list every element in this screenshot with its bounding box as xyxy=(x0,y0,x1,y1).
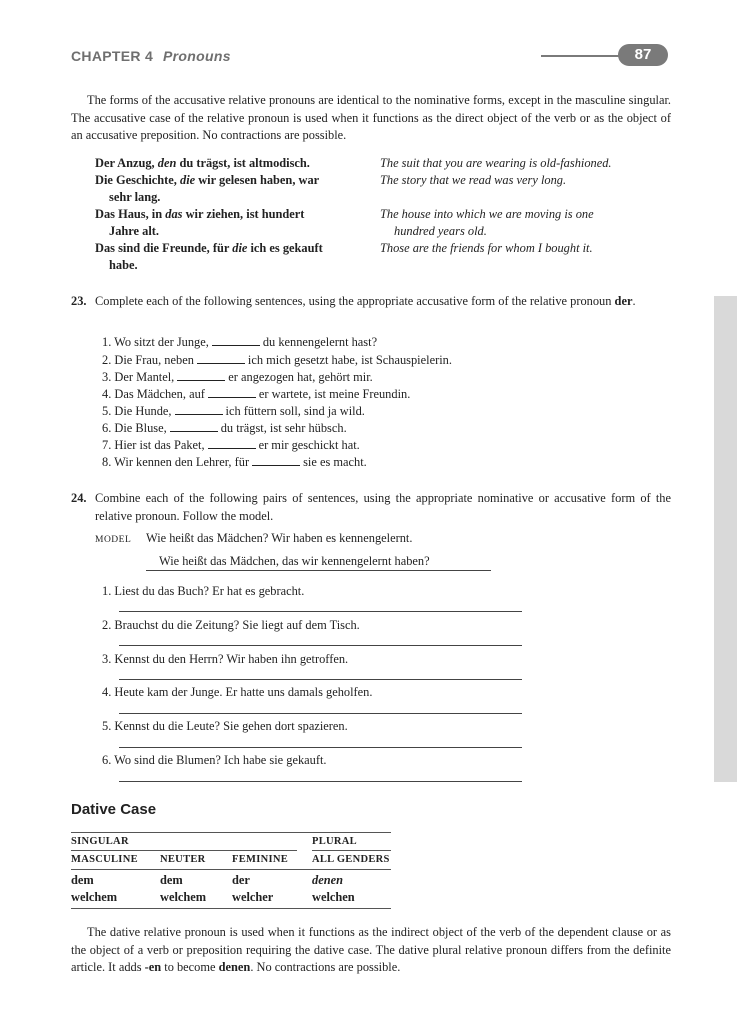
item-post: ich füttern soll, sind ja wild. xyxy=(225,404,365,418)
example-de-4 xyxy=(95,240,365,274)
relative-pronoun: den xyxy=(157,156,177,170)
item-pre: Wir kennen den Lehrer, für xyxy=(114,455,250,469)
translation-continuation: hundred years old. xyxy=(394,224,487,238)
ex23-item-6 xyxy=(102,420,347,438)
item-number: 2. xyxy=(102,618,112,632)
example-en-1 xyxy=(380,155,680,172)
header-all-genders: ALL GENDERS xyxy=(312,854,390,865)
example-text: Der Anzug, xyxy=(95,156,158,170)
translation-text: Those are the friends for whom I bought it. xyxy=(380,241,593,255)
example-en-4 xyxy=(380,240,680,257)
instruction-text: Complete each of the following sentences, using the appropriate accusative form of the relative pronoun xyxy=(95,294,615,308)
paragraph-text: The dative relative pronoun is used when it functions as the indirect object of the verb of the dependent clause or as the object of a verb or preposition requiring the dative case. The dative plural relative pronoun differs from the definite article. It adds xyxy=(71,925,671,974)
side-thumb-tab xyxy=(714,296,737,782)
exercise-23-instruction xyxy=(71,293,671,311)
chapter-label: CHAPTER 4 xyxy=(71,48,154,64)
item-number: 5. xyxy=(102,719,112,733)
ex23-item-2 xyxy=(102,352,452,370)
item-text: Brauchst du die Zeitung? Sie liegt auf dem Tisch. xyxy=(114,618,360,632)
model-label: MODEL xyxy=(95,535,132,545)
cell-fem-2: welcher xyxy=(232,890,274,904)
section-label: Pronouns xyxy=(163,48,231,64)
exercise-23-body xyxy=(71,293,671,311)
example-en-2 xyxy=(380,172,680,189)
ex24-item-3 xyxy=(102,651,348,669)
example-text: Das Haus, in xyxy=(95,207,166,221)
instruction-bold: der xyxy=(614,294,633,308)
relative-pronoun: die xyxy=(180,173,196,187)
intro-paragraph-text: The forms of the accusative relative pronouns are identical to the nominative forms, except in the masculine singular. The accusative case of the relative pronoun is used when it functions as the direct object of the verb or as the object of an accusative preposition. No contractions are possible. xyxy=(71,93,671,142)
ex23-item-5 xyxy=(102,403,365,421)
header-neuter: NEUTER xyxy=(160,854,206,865)
example-text: du trägst, ist altmodisch. xyxy=(176,156,310,170)
item-pre: Die Frau, neben xyxy=(114,353,194,367)
intro-paragraph xyxy=(71,92,671,145)
cell-masc-1: dem xyxy=(71,873,94,887)
table-bottom-rule xyxy=(71,908,391,909)
item-post: du kennengelernt hast? xyxy=(262,335,378,349)
ex24-item-5 xyxy=(102,718,348,736)
example-text: Das sind die Freunde, für xyxy=(95,241,233,255)
item-pre: Die Hunde, xyxy=(114,404,172,418)
singular-rule xyxy=(71,850,297,851)
header-plural: PLURAL xyxy=(312,836,357,847)
ex23-item-1 xyxy=(102,334,377,352)
answer-line[interactable] xyxy=(119,645,522,646)
item-post: ich mich gesetzt habe, ist Schauspielerin. xyxy=(247,353,452,367)
chapter-header xyxy=(71,48,231,64)
item-text: Kennst du den Herrn? Wir haben ihn getroffen. xyxy=(114,652,349,666)
example-continuation: habe. xyxy=(109,258,138,272)
example-text: wir ziehen, ist hundert xyxy=(182,207,305,221)
ex24-item-6 xyxy=(102,752,327,770)
item-post: er wartete, ist meine Freundin. xyxy=(258,387,411,401)
relative-pronoun: das xyxy=(165,207,183,221)
cell-masc-2: welchem xyxy=(71,890,118,904)
item-text: Liest du das Buch? Er hat es gebracht. xyxy=(114,584,305,598)
ex24-item-2 xyxy=(102,617,360,635)
paragraph-bold: denen xyxy=(218,960,251,974)
answer-line[interactable] xyxy=(119,747,522,748)
item-number: 1. xyxy=(102,335,112,349)
blank-field[interactable] xyxy=(197,352,245,364)
cell-plural-1: denen xyxy=(312,873,343,887)
item-number: 3. xyxy=(102,370,112,384)
item-pre: Der Mantel, xyxy=(114,370,175,384)
item-pre: Hier ist das Paket, xyxy=(114,438,205,452)
item-pre: Das Mädchen, auf xyxy=(114,387,205,401)
table-top-rule xyxy=(71,832,391,833)
instruction-text: . xyxy=(632,294,636,308)
ex24-item-1 xyxy=(102,583,304,601)
item-number: 7. xyxy=(102,438,112,452)
blank-field[interactable] xyxy=(208,386,256,398)
header-singular: SINGULAR xyxy=(71,836,129,847)
item-text: Kennst du die Leute? Sie gehen dort spazieren. xyxy=(114,719,348,733)
example-en-3 xyxy=(380,206,680,240)
translation-text: The suit that you are wearing is old-fashioned. xyxy=(380,156,612,170)
exercise-number: 23. xyxy=(71,294,87,308)
item-post: sie es macht. xyxy=(303,455,367,469)
item-pre: Die Bluse, xyxy=(114,421,167,435)
item-text: Wo sind die Blumen? Ich habe sie gekauft. xyxy=(114,753,327,767)
header-masculine: MASCULINE xyxy=(71,854,138,865)
ex23-item-3 xyxy=(102,369,373,387)
example-de-3 xyxy=(95,206,365,240)
item-post: er mir geschickt hat. xyxy=(258,438,360,452)
blank-field[interactable] xyxy=(252,454,300,466)
example-text: wir gelesen haben, war xyxy=(195,173,320,187)
ex24-item-4 xyxy=(102,684,372,702)
answer-line[interactable] xyxy=(119,611,522,612)
model-answer-line xyxy=(146,570,491,571)
instruction-text: Combine each of the following pairs of sentences, using the appropriate nominative or accusative form of the relative pronoun. Follow the model. xyxy=(95,491,671,523)
blank-field[interactable] xyxy=(212,334,260,346)
answer-line[interactable] xyxy=(119,781,522,782)
header-feminine: FEMININE xyxy=(232,854,289,865)
page-number-badge: 87 xyxy=(618,44,668,66)
item-number: 4. xyxy=(102,685,112,699)
item-number: 3. xyxy=(102,652,112,666)
item-number: 2. xyxy=(102,353,112,367)
model-answer: Wie heißt das Mädchen, das wir kennengelernt haben? xyxy=(159,554,430,568)
item-pre: Wo sitzt der Junge, xyxy=(114,335,209,349)
item-number: 6. xyxy=(102,421,112,435)
example-text: ich es gekauft xyxy=(247,241,323,255)
example-continuation: Jahre alt. xyxy=(109,224,160,238)
example-de-1 xyxy=(95,155,365,172)
header-bottom-rule xyxy=(71,869,391,870)
plural-rule xyxy=(312,850,391,851)
cell-plural-2: welchen xyxy=(312,890,355,904)
item-number: 8. xyxy=(102,455,112,469)
item-number: 6. xyxy=(102,753,112,767)
ex23-item-8 xyxy=(102,454,367,472)
item-post: er angezogen hat, gehört mir. xyxy=(228,370,373,384)
cell-neut-2: welchem xyxy=(160,890,207,904)
cell-neut-1: dem xyxy=(160,873,183,887)
paragraph-text: to become xyxy=(161,960,219,974)
relative-pronoun: die xyxy=(232,241,248,255)
exercise-24-instruction xyxy=(71,490,671,525)
exercise-number: 24. xyxy=(71,491,87,505)
item-number: 5. xyxy=(102,404,112,418)
answer-line[interactable] xyxy=(119,679,522,680)
translation-text: The story that we read was very long. xyxy=(380,173,567,187)
example-de-2 xyxy=(95,172,365,206)
example-text: Die Geschichte, xyxy=(95,173,180,187)
item-number: 4. xyxy=(102,387,112,401)
item-text: Heute kam der Junge. Er hatte uns damals geholfen. xyxy=(114,685,373,699)
blank-field[interactable] xyxy=(175,403,223,415)
blank-field[interactable] xyxy=(177,369,225,381)
paragraph-bold: -en xyxy=(144,960,162,974)
answer-line[interactable] xyxy=(119,713,522,714)
section-title-dative: Dative Case xyxy=(71,801,157,818)
ex23-item-4 xyxy=(102,386,410,404)
cell-fem-1: der xyxy=(232,873,250,887)
paragraph-text: . No contractions are possible. xyxy=(250,960,401,974)
blank-field[interactable] xyxy=(208,437,256,449)
ex23-item-7 xyxy=(102,437,360,455)
example-continuation: sehr lang. xyxy=(109,190,161,204)
dative-paragraph xyxy=(71,924,671,977)
translation-text: The house into which we are moving is one xyxy=(380,207,594,221)
item-post: du trägst, ist sehr hübsch. xyxy=(220,421,347,435)
item-number: 1. xyxy=(102,584,112,598)
blank-field[interactable] xyxy=(170,420,218,432)
model-question: Wie heißt das Mädchen? Wir haben es kennengelernt. xyxy=(146,531,413,545)
